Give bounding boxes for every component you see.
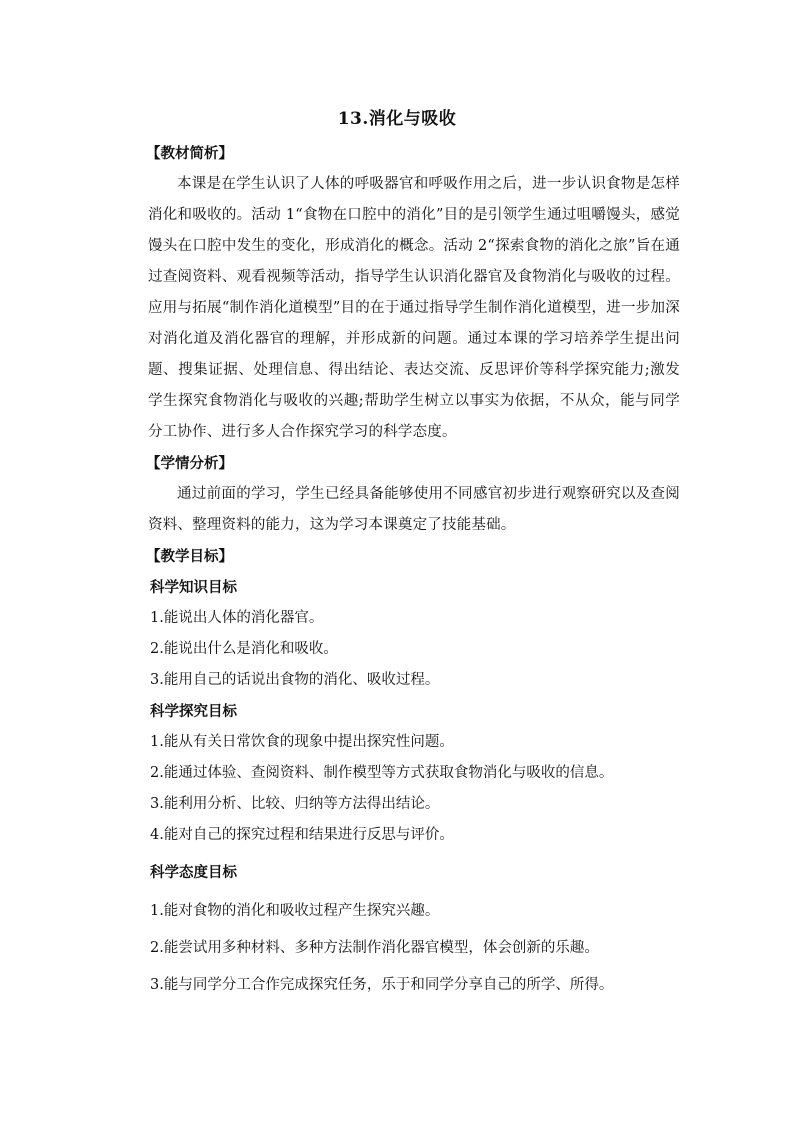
attitude-goal-item: 1.能对食物的消化和吸收过程产生探究兴趣。 [150,903,440,919]
inquiry-goal-item: 2.能通过体验、查阅资料、制作模型等方式获取食物消化与吸收的信息。 [150,765,614,781]
attitude-goal-item: 3.能与同学分工合作完成探究任务，乐于和同学分享自己的所学、所得。 [150,977,614,993]
knowledge-goal-item: 3.能用自己的话说出食物的消化、吸收过程。 [150,672,440,688]
knowledge-goal-item: 2.能说出什么是消化和吸收。 [150,641,338,657]
attitude-goals-title: 科学态度目标 [150,864,237,881]
document-body [148,138,680,1001]
page-title: 13.消化与吸收 [337,109,457,129]
section-heading-student-analysis: 【学情分析】 [146,455,233,472]
section-heading-material-analysis: 【教材简析】 [146,145,233,162]
inquiry-goal-item: 1.能从有关日常饮食的现象中提出探究性问题。 [150,734,454,750]
spacer [148,888,680,896]
inquiry-goal-item: 4.能对自己的探究过程和结果进行反思与评价。 [150,827,454,843]
knowledge-goals-title: 科学知识目标 [150,579,237,596]
attitude-goal-item: 2.能尝试用多种材料、多种方法制作消化器官模型，体会创新的乐趣。 [150,940,599,956]
inquiry-goals-title: 科学探究目标 [150,703,237,720]
material-analysis-paragraph: 本课是在学生认识了人体的呼吸器官和呼吸作用之后，进一步认识食物是怎样消化和吸收的。活动 1“食物在口腔中的消化”目的是引领学生通过咀嚼馒头，感觉馒头在口腔中发生的变化，形成消化的概念。活动 2“探索食物的消化之旅”旨在通过查阅资料、观看视频等活动，指导学生认识消化器官及食物消化与吸收的过程。应用与拓展“制作消化道模型”目的在于通过指导学生制作消化道模型，进一步加深对消化道及消化器官的理解，并形成新的问题。通过本课的学习培养学生提出问题、搜集证据、处理信息、得出结论、表达交流、反思评价等科学探究能力;激发学生探究食物消化与吸收的兴趣;帮助学生树立以事实为依据，不从众，能与同学分工协作、进行多人合作探究学习的科学态度。 [148,176,680,440]
inquiry-goal-item: 3.能利用分析、比较、归纳等方法得出结论。 [150,796,440,812]
section-heading-teaching-goals: 【教学目标】 [146,548,233,565]
knowledge-goal-item: 1.能说出人体的消化器官。 [150,610,324,626]
student-analysis-paragraph: 通过前面的学习，学生已经具备能够使用不同感官初步进行观察研究以及查阅资料、整理资料的能力，这为学习本课奠定了技能基础。 [148,486,680,533]
